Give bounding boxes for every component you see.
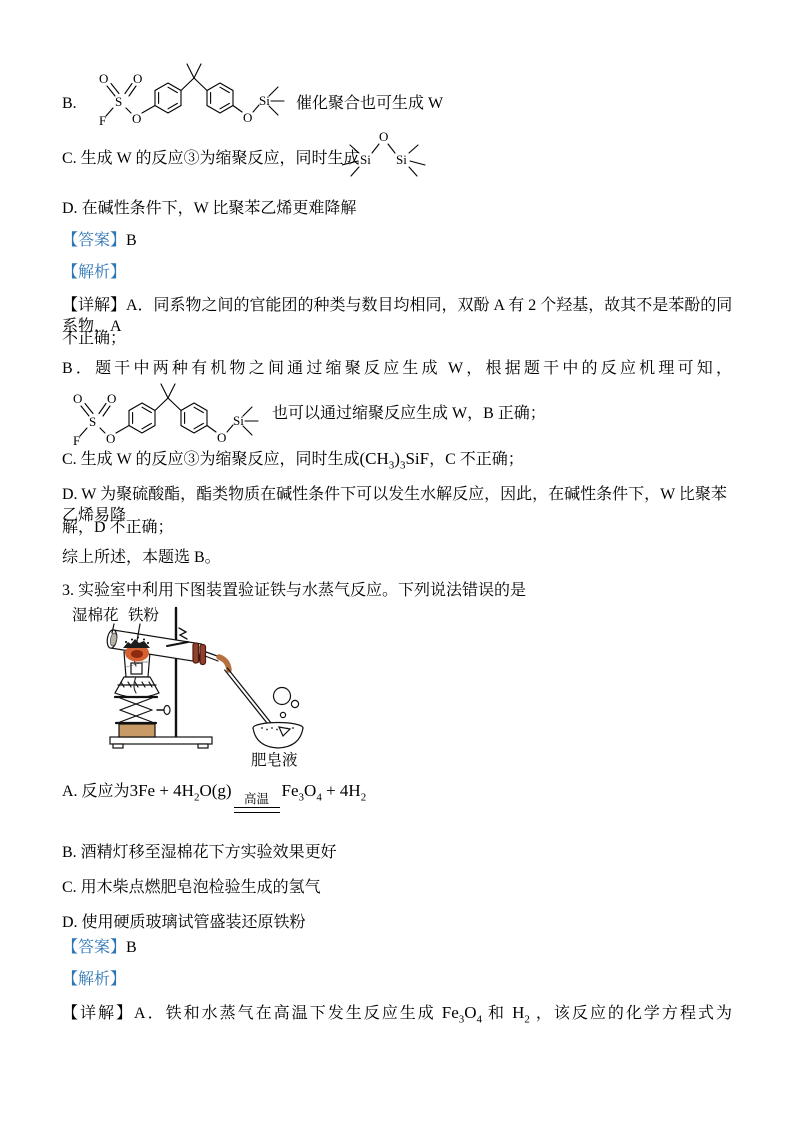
rubber-stopper	[193, 643, 199, 663]
q3-option-a	[62, 780, 366, 813]
atom-o: O	[379, 129, 389, 144]
jack-handle	[164, 706, 170, 715]
atom-f: F	[73, 433, 81, 448]
jack-base	[119, 724, 155, 737]
soap-bubble	[274, 688, 291, 705]
q3-detail-pre: 【详解】A．铁和水蒸气在高温下发生反应生成	[62, 1005, 442, 1022]
label-iron-powder: 铁粉	[128, 607, 160, 624]
q2-option-d-label: D.	[62, 200, 78, 217]
atom-si: Si	[259, 93, 270, 108]
q2-detail-c-post: ，C 不正确；	[429, 451, 524, 468]
q2-option-b-label: B.	[62, 95, 77, 112]
hexamethyldisiloxane-structure	[342, 128, 426, 184]
q3-option-c: C. 用木柴点燃肥皂泡检验生成的氢气	[62, 879, 321, 896]
answer-tag: 【答案】	[62, 939, 127, 956]
q2-detail-b-line1: B．题干中两种有机物之间通过缩聚反应生成 W，根据题干中的反应机理可知，	[62, 360, 732, 377]
q3-detail-post: ，该反应的化学方程式为	[529, 1005, 732, 1022]
reaction-condition: 高温	[234, 793, 280, 813]
q3-stem: 3. 实验室中利用下图装置验证铁与水蒸气反应。下列说法错误的是	[62, 582, 527, 599]
q2-answer-line	[62, 231, 137, 252]
atom-si: Si	[233, 413, 244, 428]
q3-analysis-tag: 【解析】	[62, 971, 127, 988]
atom-o: O	[107, 391, 117, 406]
q3-option-d: D. 使用硬质玻璃试管盛装还原铁粉	[62, 914, 306, 931]
atom-f: F	[99, 113, 107, 128]
q2-option-d	[62, 199, 356, 220]
atom-o: O	[217, 430, 227, 445]
atom-o: O	[132, 111, 142, 126]
stand-base	[110, 737, 212, 744]
equation-rhs: $Fe_3O_4 + 4H_2$	[281, 781, 367, 804]
q2-option-c-label: C.	[62, 150, 77, 167]
answer-value: B	[126, 939, 137, 956]
q2-option-c-text: 生成 W 的反应③为缩聚反应，同时生成	[80, 150, 360, 167]
atom-s: S	[115, 94, 123, 109]
q2-option-d-text: 在碱性条件下，W 比聚苯乙烯更难降解	[81, 200, 357, 217]
bisphenol-fluorosulfonate-structure	[60, 376, 265, 450]
bisphenol-fluorosulfonate-structure	[86, 56, 291, 130]
atom-si: Si	[396, 152, 407, 167]
q2-detail-b-line2: 也可以通过缩聚反应生成 W，B 正确；	[272, 405, 546, 422]
label-wet-cotton: 湿棉花	[72, 607, 119, 624]
q3-answer-line	[62, 938, 137, 959]
q2-detail-c	[62, 448, 524, 471]
apparatus-diagram	[60, 601, 330, 773]
atom-o: O	[106, 431, 116, 446]
atom-si: Si	[360, 152, 371, 167]
q2-detail-d-line2: 解，D 不正确；	[62, 519, 174, 536]
q3-detail-line	[62, 1002, 732, 1025]
atom-o: O	[73, 391, 83, 406]
q3-detail-mid: 和	[482, 1005, 513, 1022]
q2-analysis-tag: 【解析】	[62, 264, 127, 281]
equation-lhs: $3Fe + 4H_2O(g)$	[129, 781, 232, 804]
q2-option-b-text: 催化聚合也可生成 W	[296, 95, 444, 112]
answer-value: B	[126, 232, 137, 249]
atom-s: S	[89, 414, 97, 429]
q2-detail-a-line2: 不正确；	[62, 330, 127, 347]
q3-option-b: B. 酒精灯移至湿棉花下方实验效果更好	[62, 844, 337, 861]
formula-fe3o4: $Fe_3O_4$	[441, 1003, 483, 1026]
q2-conclusion: 综上所述，本题选 B。	[62, 549, 221, 566]
atom-o: O	[133, 71, 143, 86]
answer-tag: 【答案】	[62, 232, 127, 249]
atom-o: O	[99, 71, 109, 86]
q2-option-c	[62, 149, 360, 170]
formula-trimethylsilyl-fluoride: $(CH_3)_3SiF$	[359, 449, 430, 472]
soap-bubble	[291, 700, 298, 707]
soap-bubble	[280, 712, 285, 717]
q2-detail-d-line1: D. W 为聚硫酸酯，酯类物质在碱性条件下可以发生水解反应，因此，在碱性条件下，W 比聚苯乙烯易降	[62, 486, 727, 524]
q2-detail-c-pre: C. 生成 W 的反应③为缩聚反应，同时生成	[62, 451, 360, 468]
atom-o: O	[243, 110, 253, 125]
double-bond-arrow	[234, 807, 280, 813]
q3-option-a-pre: A. 反应为	[62, 783, 130, 800]
q2-detail-a-line1: 【详解】A．同系物之间的官能团的种类与数目均相同，双酚 A 有 2 个羟基，故其不是苯酚的同系物，A	[62, 297, 733, 335]
formula-h2: $H_2$	[512, 1003, 530, 1026]
label-soap-liquid: 肥皂液	[251, 752, 298, 769]
